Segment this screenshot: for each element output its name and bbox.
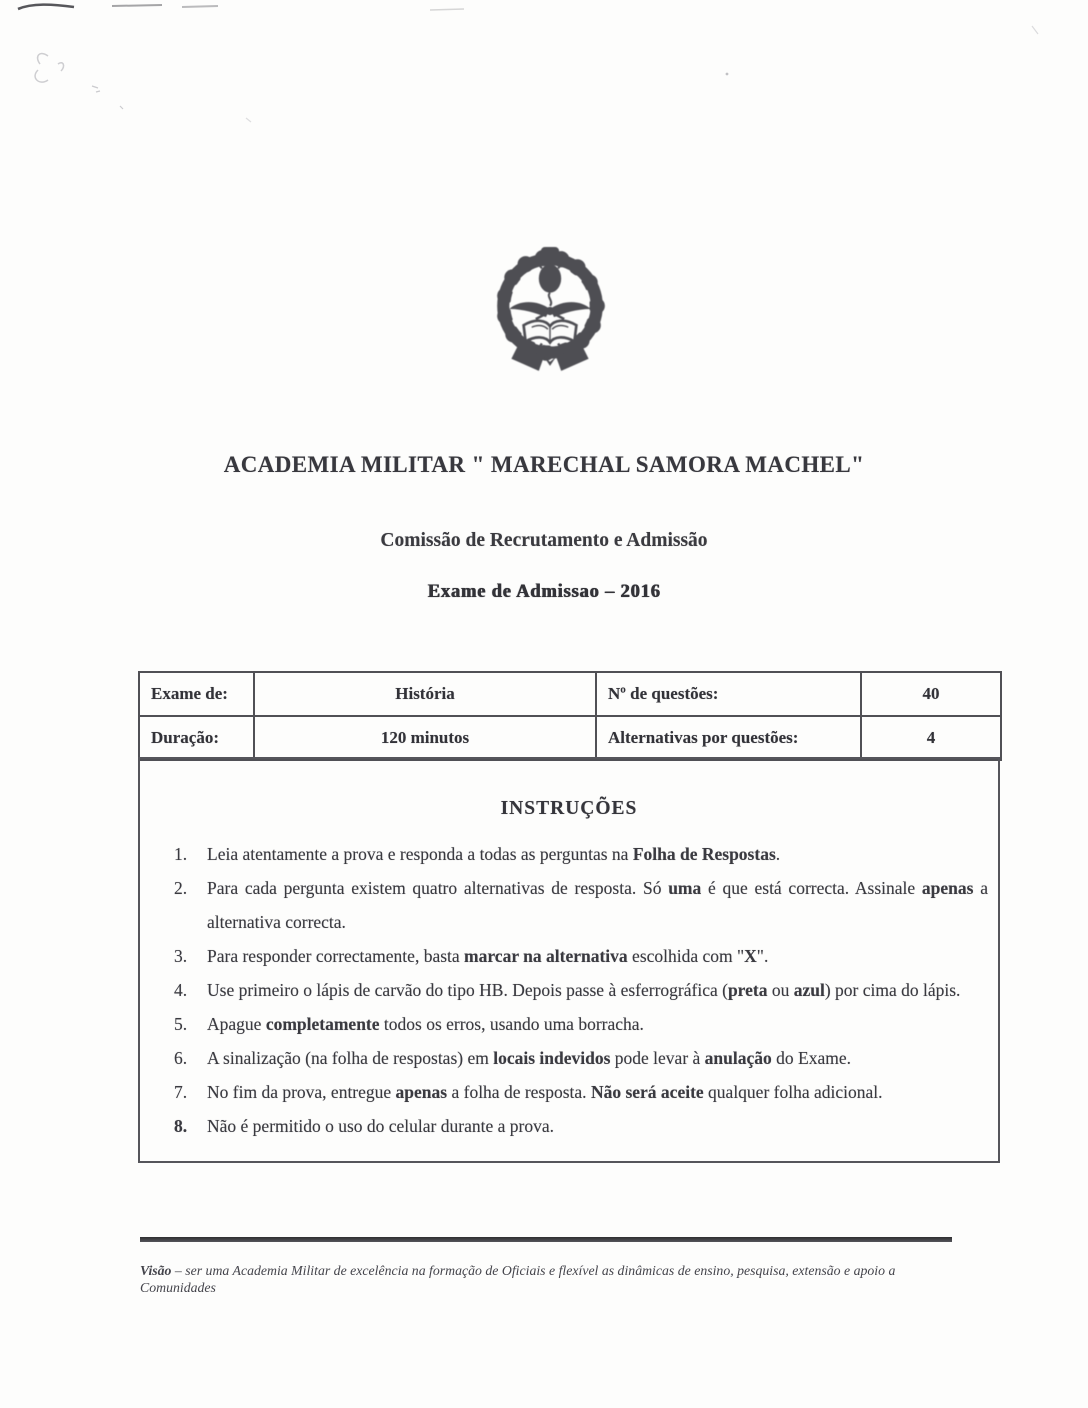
instruction-item: [140, 973, 992, 1007]
instruction-number: 6.: [174, 1048, 188, 1068]
instruction-text-segment: todos os erros, usando uma borracha.: [379, 1014, 644, 1034]
exam-info-table: [138, 671, 1002, 761]
footer-divider: [140, 1237, 952, 1242]
instructions-heading: INSTRUÇÕES: [500, 798, 638, 819]
info-value-cell: 120 minutos: [254, 716, 596, 760]
footer-vision-line1: [140, 1263, 895, 1278]
exam-year-title: Exame de Admissao – 2016: [427, 582, 661, 602]
instruction-text-segment: Leia atentamente a prova e responda a todas as perguntas na: [207, 844, 633, 864]
instruction-text-segment: pode levar à: [610, 1048, 705, 1068]
info-label-cell: Alternativas por questões:: [596, 716, 861, 760]
instruction-text-segment: uma: [668, 878, 702, 898]
instruction-text-segment: Para responder correctamente, basta: [207, 946, 465, 966]
instruction-text-segment: completamente: [265, 1014, 380, 1034]
footer-vision-statement: [140, 1262, 940, 1296]
instruction-text-segment: a alternativa correcta.: [207, 878, 988, 932]
info-value-cell: História: [254, 672, 596, 716]
instruction-number: 1.: [174, 844, 188, 864]
footer-vision-line2: Comunidades: [140, 1279, 216, 1295]
footer-vision-text: – ser uma Academia Militar de excelência na formação de Oficiais e flexível as dinâmicas de ensino, pesquisa, extensão e apoio a: [171, 1262, 896, 1278]
instruction-text-segment: Para cada pergunta existem quatro alternativas de resposta. Só: [207, 878, 669, 898]
instruction-item: [140, 939, 992, 973]
instruction-number: 5.: [174, 1014, 188, 1034]
instruction-text-segment: Apague: [207, 1014, 266, 1034]
instruction-text-segment: do Exame.: [771, 1048, 851, 1068]
instruction-number: 3.: [174, 946, 188, 966]
instruction-number: 4.: [174, 980, 188, 1000]
instruction-text-segment: escolhida com ": [627, 946, 745, 966]
table-row: [139, 716, 1001, 760]
instruction-text-segment: é que está correcta. Assinale: [701, 878, 922, 898]
instruction-text-segment: Folha de Respostas: [632, 844, 776, 864]
instruction-text-segment: qualquer folha adicional.: [703, 1082, 883, 1102]
instruction-text-segment: a folha de resposta.: [447, 1082, 591, 1102]
instruction-text-segment: ".: [756, 946, 769, 966]
instruction-text-segment: anulação: [704, 1048, 772, 1068]
instruction-text-segment: .: [775, 844, 781, 864]
exam-info-table-body: [139, 672, 1001, 760]
instruction-text-segment: apenas: [921, 878, 974, 898]
instruction-item: [140, 1109, 992, 1143]
info-label-cell: Duração:: [139, 716, 254, 760]
info-value-cell: 40: [861, 672, 1001, 716]
info-value-cell: 4: [861, 716, 1001, 760]
instruction-text-segment: Não será aceite: [590, 1082, 704, 1102]
instruction-number: 8.: [174, 1116, 188, 1136]
commission-subtitle: Comissão de Recrutamento e Admissão: [380, 530, 708, 551]
instruction-text-segment: No fim da prova, entregue: [207, 1082, 396, 1102]
instruction-item: [140, 1041, 992, 1075]
table-row: [139, 672, 1001, 716]
instructions-list: [140, 837, 998, 1143]
instruction-number: 7.: [174, 1082, 188, 1102]
instruction-text-segment: locais indevidos: [493, 1048, 611, 1068]
instruction-text-segment: ) por cima do lápis.: [824, 980, 961, 1000]
info-label-cell: Nº de questões:: [596, 672, 861, 716]
instruction-text-segment: preta: [727, 980, 768, 1000]
instruction-item: [140, 871, 992, 939]
instruction-item: [140, 1007, 992, 1041]
instruction-text-segment: X: [744, 946, 757, 966]
instructions-box: [138, 757, 1000, 1163]
academy-crest-logo: [491, 247, 609, 375]
footer-vision-label: Visão: [140, 1262, 172, 1278]
academy-title: ACADEMIA MILITAR " MARECHAL SAMORA MACHEL": [223, 452, 865, 477]
instruction-text-segment: A sinalização (na folha de respostas) em: [207, 1048, 494, 1068]
instruction-text-segment: apenas: [395, 1082, 448, 1102]
info-label-cell: Exame de:: [139, 672, 254, 716]
instruction-number: 2.: [174, 878, 188, 898]
instruction-text-segment: ou: [767, 980, 794, 1000]
instruction-text-segment: Use primeiro o lápis de carvão do tipo HB. Depois passe à esferrográfica (: [207, 980, 728, 1000]
instruction-text-segment: azul: [793, 980, 825, 1000]
instruction-text-segment: Não é permitido o uso do celular durante a prova.: [207, 1116, 554, 1136]
scan-smudge-marks: [0, 0, 1088, 140]
instruction-text-segment: marcar na alternativa: [464, 946, 628, 966]
instruction-item: [140, 837, 992, 871]
instruction-item: [140, 1075, 992, 1109]
